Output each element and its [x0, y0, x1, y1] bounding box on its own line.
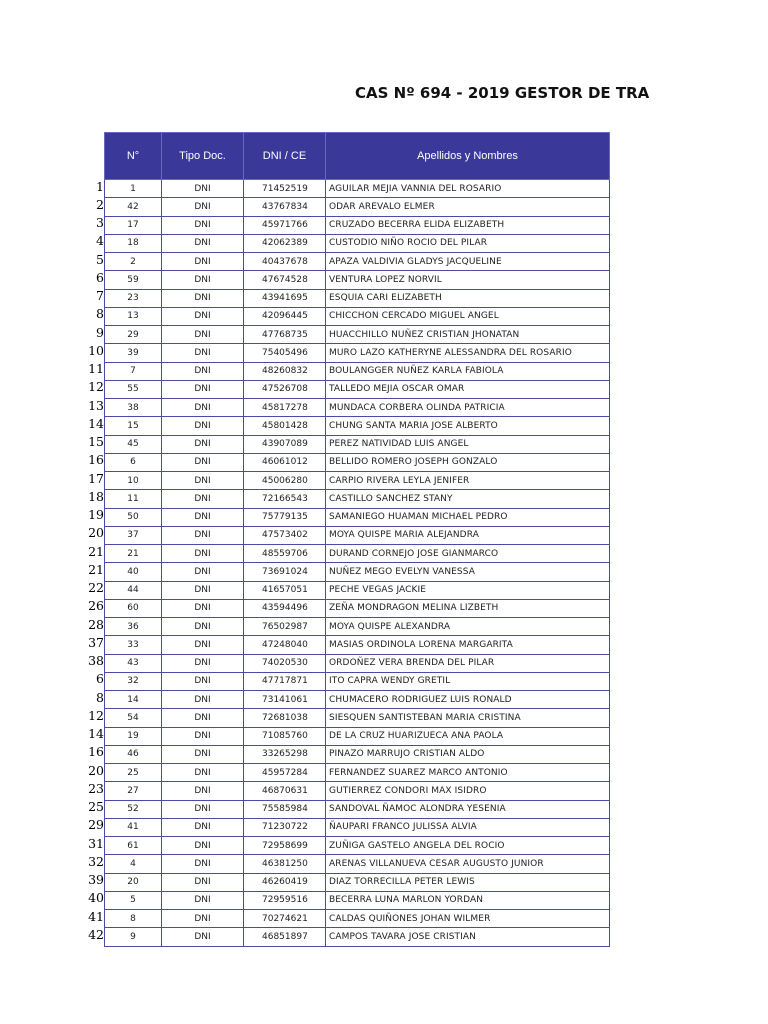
row-number: 4 [96, 233, 104, 249]
row-number: 20 [88, 525, 104, 541]
cell-apellidos-nombres: SAMANIEGO HUAMAN MICHAEL PEDRO [326, 508, 610, 526]
cell-tipo-doc: DNI [162, 289, 244, 307]
table-row [105, 326, 610, 344]
document-title: CAS Nº 694 - 2019 GESTOR DE TRA [355, 84, 650, 102]
cell-n: 5 [105, 891, 162, 909]
cell-n: 45 [105, 435, 162, 453]
cell-n: 20 [105, 873, 162, 891]
cell-apellidos-nombres: MUNDACA CORBERA OLINDA PATRICIA [326, 399, 610, 417]
row-number: 6 [96, 269, 104, 285]
table-row [105, 618, 610, 636]
cell-n: 54 [105, 709, 162, 727]
cell-tipo-doc: DNI [162, 380, 244, 398]
row-number: 6 [96, 671, 104, 687]
cell-apellidos-nombres: CHICCHON CERCADO MIGUEL ANGEL [326, 307, 610, 325]
cell-tipo-doc: DNI [162, 490, 244, 508]
cell-n: 9 [105, 928, 162, 946]
cell-apellidos-nombres: NUÑEZ MEGO EVELYN VANESSA [326, 563, 610, 581]
cell-dni: 48559706 [244, 545, 326, 563]
cell-dni: 48260832 [244, 362, 326, 380]
cell-apellidos-nombres: ODAR AREVALO ELMER [326, 198, 610, 216]
cell-apellidos-nombres: PINAZO MARRUJO CRISTIAN ALDO [326, 745, 610, 763]
cell-apellidos-nombres: DURAND CORNEJO JOSE GIANMARCO [326, 545, 610, 563]
cell-tipo-doc: DNI [162, 873, 244, 891]
row-number: 32 [88, 853, 104, 869]
cell-tipo-doc: DNI [162, 654, 244, 672]
cell-tipo-doc: DNI [162, 581, 244, 599]
table-row [105, 928, 610, 946]
cell-apellidos-nombres: GUTIERREZ CONDORI MAX ISIDRO [326, 782, 610, 800]
row-number: 10 [88, 342, 104, 358]
cell-apellidos-nombres: ZUÑIGA GASTELO ANGELA DEL ROCIO [326, 837, 610, 855]
row-number: 12 [88, 707, 104, 723]
cell-n: 23 [105, 289, 162, 307]
cell-apellidos-nombres: CALDAS QUIÑONES JOHAN WILMER [326, 910, 610, 928]
table-row [105, 764, 610, 782]
row-number: 9 [96, 324, 104, 340]
cell-n: 40 [105, 563, 162, 581]
cell-n: 46 [105, 745, 162, 763]
cell-tipo-doc: DNI [162, 198, 244, 216]
cell-n: 14 [105, 691, 162, 709]
cell-apellidos-nombres: MURO LAZO KATHERYNE ALESSANDRA DEL ROSARIO [326, 344, 610, 362]
cell-apellidos-nombres: CHUNG SANTA MARIA JOSE ALBERTO [326, 417, 610, 435]
row-number: 16 [88, 452, 104, 468]
cell-apellidos-nombres: AGUILAR MEJIA VANNIA DEL ROSARIO [326, 180, 610, 198]
cell-dni: 72958699 [244, 837, 326, 855]
cell-n: 38 [105, 399, 162, 417]
cell-apellidos-nombres: ARENAS VILLANUEVA CESAR AUGUSTO JUNIOR [326, 855, 610, 873]
row-number: 23 [88, 780, 104, 796]
cell-tipo-doc: DNI [162, 910, 244, 928]
cell-apellidos-nombres: CARPIO RIVERA LEYLA JENIFER [326, 472, 610, 490]
table-row [105, 873, 610, 891]
header-apellidos-nombres: Apellidos y Nombres [326, 133, 610, 180]
cell-n: 36 [105, 618, 162, 636]
cell-tipo-doc: DNI [162, 764, 244, 782]
cell-tipo-doc: DNI [162, 727, 244, 745]
cell-dni: 47248040 [244, 636, 326, 654]
results-table [104, 132, 610, 947]
cell-tipo-doc: DNI [162, 928, 244, 946]
cell-tipo-doc: DNI [162, 326, 244, 344]
cell-tipo-doc: DNI [162, 618, 244, 636]
cell-dni: 45006280 [244, 472, 326, 490]
cell-n: 32 [105, 672, 162, 690]
cell-apellidos-nombres: BELLIDO ROMERO JOSEPH GONZALO [326, 453, 610, 471]
table-row [105, 399, 610, 417]
cell-apellidos-nombres: MOYA QUISPE ALEXANDRA [326, 618, 610, 636]
table-row [105, 910, 610, 928]
table-row [105, 545, 610, 563]
row-number: 40 [88, 890, 104, 906]
cell-apellidos-nombres: MOYA QUISPE MARIA ALEJANDRA [326, 526, 610, 544]
table-row [105, 891, 610, 909]
cell-apellidos-nombres: BECERRA LUNA MARLON YORDAN [326, 891, 610, 909]
cell-n: 59 [105, 271, 162, 289]
cell-tipo-doc: DNI [162, 709, 244, 727]
cell-n: 33 [105, 636, 162, 654]
table-header [105, 133, 610, 180]
cell-dni: 70274621 [244, 910, 326, 928]
cell-n: 17 [105, 216, 162, 234]
table-row [105, 508, 610, 526]
table-row [105, 691, 610, 709]
cell-dni: 47573402 [244, 526, 326, 544]
cell-dni: 46851897 [244, 928, 326, 946]
table-row [105, 234, 610, 252]
cell-n: 6 [105, 453, 162, 471]
table-row [105, 362, 610, 380]
cell-dni: 45971766 [244, 216, 326, 234]
cell-dni: 46381250 [244, 855, 326, 873]
row-number: 31 [88, 835, 104, 851]
row-number: 29 [88, 817, 104, 833]
cell-tipo-doc: DNI [162, 435, 244, 453]
table-row [105, 490, 610, 508]
cell-tipo-doc: DNI [162, 837, 244, 855]
row-number: 17 [88, 470, 104, 486]
row-number: 19 [88, 507, 104, 522]
table-row [105, 855, 610, 873]
table-row [105, 253, 610, 271]
table-row [105, 435, 610, 453]
row-number: 16 [88, 744, 104, 760]
cell-tipo-doc: DNI [162, 508, 244, 526]
cell-tipo-doc: DNI [162, 745, 244, 763]
row-number: 14 [88, 726, 104, 741]
cell-apellidos-nombres: BOULANGGER NUÑEZ KARLA FABIOLA [326, 362, 610, 380]
table-row [105, 800, 610, 818]
table-row [105, 709, 610, 727]
table-row [105, 672, 610, 690]
row-number: 2 [96, 196, 104, 212]
cell-apellidos-nombres: CAMPOS TAVARA JOSE CRISTIAN [326, 928, 610, 946]
cell-apellidos-nombres: PECHE VEGAS JACKIE [326, 581, 610, 599]
cell-apellidos-nombres: CASTILLO SANCHEZ STANY [326, 490, 610, 508]
cell-tipo-doc: DNI [162, 307, 244, 325]
row-number: 20 [88, 762, 104, 778]
cell-dni: 47768735 [244, 326, 326, 344]
row-number: 25 [88, 799, 104, 814]
table-row [105, 745, 610, 763]
cell-dni: 45801428 [244, 417, 326, 435]
cell-tipo-doc: DNI [162, 253, 244, 271]
cell-tipo-doc: DNI [162, 362, 244, 380]
row-number: 21 [88, 561, 104, 577]
row-number: 1 [96, 178, 104, 194]
cell-dni: 76502987 [244, 618, 326, 636]
cell-tipo-doc: DNI [162, 417, 244, 435]
cell-n: 52 [105, 800, 162, 818]
cell-dni: 73141061 [244, 691, 326, 709]
table-row [105, 563, 610, 581]
cell-apellidos-nombres: APAZA VALDIVIA GLADYS JACQUELINE [326, 253, 610, 271]
cell-tipo-doc: DNI [162, 855, 244, 873]
cell-dni: 75585984 [244, 800, 326, 818]
cell-tipo-doc: DNI [162, 180, 244, 198]
cell-tipo-doc: DNI [162, 672, 244, 690]
cell-dni: 40437678 [244, 253, 326, 271]
table-row [105, 417, 610, 435]
cell-apellidos-nombres: ESQUIA CARI ELIZABETH [326, 289, 610, 307]
cell-dni: 45957284 [244, 764, 326, 782]
cell-n: 50 [105, 508, 162, 526]
cell-apellidos-nombres: DIAZ TORRECILLA PETER LEWIS [326, 873, 610, 891]
cell-dni: 45817278 [244, 399, 326, 417]
header-tipo-doc: Tipo Doc. [162, 133, 244, 180]
row-number-column [80, 178, 104, 945]
cell-n: 60 [105, 599, 162, 617]
cell-dni: 71085760 [244, 727, 326, 745]
cell-n: 10 [105, 472, 162, 490]
row-number: 41 [88, 908, 104, 924]
cell-n: 4 [105, 855, 162, 873]
cell-apellidos-nombres: MASIAS ORDINOLA LORENA MARGARITA [326, 636, 610, 654]
cell-dni: 43907089 [244, 435, 326, 453]
cell-dni: 47526708 [244, 380, 326, 398]
cell-apellidos-nombres: CRUZADO BECERRA ELIDA ELIZABETH [326, 216, 610, 234]
table-row [105, 380, 610, 398]
cell-tipo-doc: DNI [162, 344, 244, 362]
cell-dni: 75405496 [244, 344, 326, 362]
table-row [105, 472, 610, 490]
row-number: 5 [96, 251, 104, 267]
row-number: 39 [88, 872, 104, 887]
cell-n: 2 [105, 253, 162, 271]
table-row [105, 289, 610, 307]
cell-tipo-doc: DNI [162, 563, 244, 581]
row-number: 42 [88, 926, 104, 942]
cell-tipo-doc: DNI [162, 271, 244, 289]
cell-apellidos-nombres: CHUMACERO RODRIGUEZ LUIS RONALD [326, 691, 610, 709]
cell-tipo-doc: DNI [162, 636, 244, 654]
header-dni: DNI / CE [244, 133, 326, 180]
cell-dni: 46061012 [244, 453, 326, 471]
cell-n: 8 [105, 910, 162, 928]
cell-apellidos-nombres: ORDOÑEZ VERA BRENDA DEL PILAR [326, 654, 610, 672]
cell-dni: 41657051 [244, 581, 326, 599]
cell-tipo-doc: DNI [162, 234, 244, 252]
cell-tipo-doc: DNI [162, 599, 244, 617]
row-number: 22 [88, 580, 104, 595]
cell-tipo-doc: DNI [162, 216, 244, 234]
cell-n: 41 [105, 818, 162, 836]
row-number: 15 [88, 434, 104, 449]
cell-dni: 42096445 [244, 307, 326, 325]
table-row [105, 271, 610, 289]
row-number: 8 [96, 306, 104, 322]
cell-apellidos-nombres: HUACCHILLO NUÑEZ CRISTIAN JHONATAN [326, 326, 610, 344]
cell-tipo-doc: DNI [162, 691, 244, 709]
cell-dni: 43767834 [244, 198, 326, 216]
cell-dni: 72959516 [244, 891, 326, 909]
cell-dni: 74020530 [244, 654, 326, 672]
cell-n: 21 [105, 545, 162, 563]
cell-tipo-doc: DNI [162, 399, 244, 417]
cell-apellidos-nombres: SIESQUEN SANTISTEBAN MARIA CRISTINA [326, 709, 610, 727]
cell-dni: 33265298 [244, 745, 326, 763]
cell-n: 61 [105, 837, 162, 855]
cell-apellidos-nombres: PEREZ NATIVIDAD LUIS ANGEL [326, 435, 610, 453]
table-row [105, 344, 610, 362]
row-number: 8 [96, 689, 104, 705]
cell-dni: 72166543 [244, 490, 326, 508]
cell-dni: 72681038 [244, 709, 326, 727]
table-row [105, 599, 610, 617]
header-n: N° [105, 133, 162, 180]
table-row [105, 453, 610, 471]
table-row [105, 180, 610, 198]
row-number: 38 [88, 653, 104, 668]
cell-dni: 47717871 [244, 672, 326, 690]
cell-apellidos-nombres: ÑAUPARI FRANCO JULISSA ALVIA [326, 818, 610, 836]
cell-tipo-doc: DNI [162, 818, 244, 836]
cell-dni: 42062389 [244, 234, 326, 252]
cell-n: 18 [105, 234, 162, 252]
row-number: 11 [88, 361, 104, 376]
table-row [105, 581, 610, 599]
cell-apellidos-nombres: CUSTODIO NIÑO ROCIO DEL PILAR [326, 234, 610, 252]
table-row [105, 818, 610, 836]
cell-apellidos-nombres: DE LA CRUZ HUARIZUECA ANA PAOLA [326, 727, 610, 745]
cell-n: 7 [105, 362, 162, 380]
table-row [105, 636, 610, 654]
cell-tipo-doc: DNI [162, 472, 244, 490]
row-number: 18 [88, 488, 104, 504]
row-number: 13 [88, 397, 104, 413]
cell-dni: 75779135 [244, 508, 326, 526]
cell-dni: 71452519 [244, 180, 326, 198]
cell-tipo-doc: DNI [162, 800, 244, 818]
cell-n: 37 [105, 526, 162, 544]
cell-n: 55 [105, 380, 162, 398]
cell-n: 11 [105, 490, 162, 508]
cell-n: 25 [105, 764, 162, 782]
cell-n: 29 [105, 326, 162, 344]
cell-apellidos-nombres: FERNANDEZ SUAREZ MARCO ANTONIO [326, 764, 610, 782]
cell-tipo-doc: DNI [162, 453, 244, 471]
cell-tipo-doc: DNI [162, 545, 244, 563]
cell-n: 39 [105, 344, 162, 362]
cell-dni: 71230722 [244, 818, 326, 836]
cell-tipo-doc: DNI [162, 891, 244, 909]
table-row [105, 837, 610, 855]
row-number: 26 [88, 598, 104, 614]
cell-n: 13 [105, 307, 162, 325]
cell-tipo-doc: DNI [162, 526, 244, 544]
cell-apellidos-nombres: TALLEDO MEJIA OSCAR OMAR [326, 380, 610, 398]
row-number: 28 [88, 616, 104, 632]
cell-n: 43 [105, 654, 162, 672]
table-row [105, 307, 610, 325]
table-row [105, 654, 610, 672]
cell-apellidos-nombres: VENTURA LOPEZ NORVIL [326, 271, 610, 289]
row-number: 21 [88, 543, 104, 559]
cell-dni: 73691024 [244, 563, 326, 581]
row-number: 37 [88, 634, 104, 650]
row-number: 12 [88, 379, 104, 395]
cell-n: 44 [105, 581, 162, 599]
cell-apellidos-nombres: ITO CAPRA WENDY GRETIL [326, 672, 610, 690]
cell-n: 27 [105, 782, 162, 800]
row-number: 3 [96, 215, 104, 230]
cell-apellidos-nombres: ZEÑA MONDRAGON MELINA LIZBETH [326, 599, 610, 617]
table-row [105, 727, 610, 745]
row-number: 14 [88, 415, 104, 431]
cell-tipo-doc: DNI [162, 782, 244, 800]
cell-dni: 47674528 [244, 271, 326, 289]
row-number: 7 [96, 288, 104, 303]
table-row [105, 198, 610, 216]
cell-dni: 43594496 [244, 599, 326, 617]
cell-n: 19 [105, 727, 162, 745]
table-body [105, 180, 610, 947]
cell-n: 42 [105, 198, 162, 216]
cell-dni: 46260419 [244, 873, 326, 891]
table-row [105, 782, 610, 800]
cell-n: 15 [105, 417, 162, 435]
table-row [105, 216, 610, 234]
cell-dni: 43941695 [244, 289, 326, 307]
cell-apellidos-nombres: SANDOVAL ÑAMOC ALONDRA YESENIA [326, 800, 610, 818]
cell-dni: 46870631 [244, 782, 326, 800]
cell-n: 1 [105, 180, 162, 198]
table-row [105, 526, 610, 544]
